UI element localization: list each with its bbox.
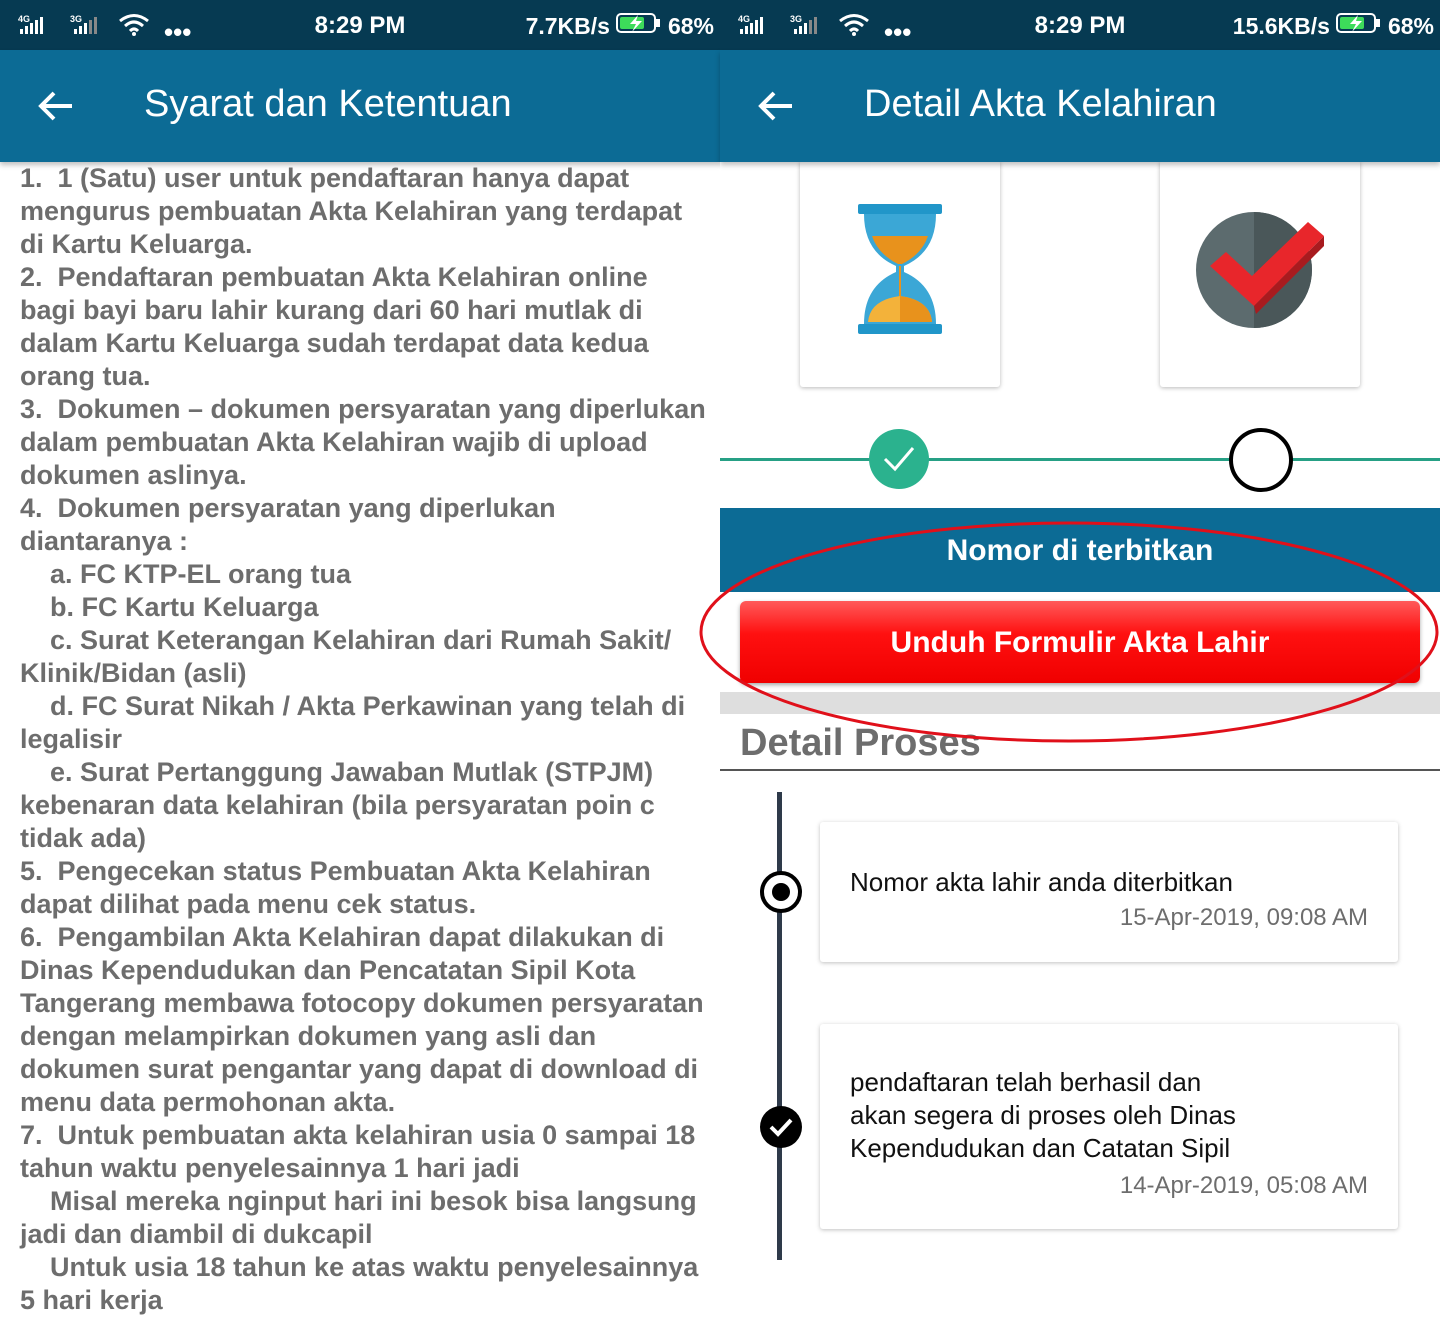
- process-timestamp: 14-Apr-2019, 05:08 AM: [1119, 1172, 1368, 1199]
- terms-subitem: d. FC Surat Nikah / Akta Perkawinan yang telah di legalisir: [20, 691, 693, 754]
- process-timestamp: 15-Apr-2019, 09:08 AM: [1119, 904, 1368, 931]
- more-dots-icon: •••: [884, 17, 912, 47]
- terms-note: Untuk usia 18 tahun ke atas waktu penyelesainnya 5 hari kerja: [20, 1252, 706, 1315]
- terms-item: 4. Dokumen persyaratan yang diperlukan diantaranya :: [20, 493, 564, 556]
- process-message: pendaftaran telah berhasil dan akan segera di proses oleh Dinas Kependudukan dan Catatan Sipil: [850, 1067, 1236, 1163]
- status-banner: Nomor di terbitkan: [720, 508, 1440, 592]
- terms-screen: [0, 0, 720, 1315]
- svg-text:4G: 4G: [738, 14, 751, 24]
- terms-subitem: e. Surat Pertanggung Jawaban Mutlak (STPJM) kebenaran data kelahiran (bila persyaratan poin c tidak ada): [20, 757, 663, 853]
- terms-item: 7. Untuk pembuatan akta kelahiran usia 0 sampai 18 tahun waktu penyelesainnya 1 hari jadi: [20, 1120, 703, 1183]
- status-bar: [0, 0, 720, 50]
- terms-item: 1. 1 (Satu) user untuk pendaftaran hanya dapat mengurus pembuatan Akta Kelahiran yang terdapat di Kartu Keluarga.: [20, 163, 690, 259]
- terms-item: 3. Dokumen – dokumen persyaratan yang diperlukan dalam pembuatan Akta Kelahiran wajib di upload dokumen aslinya.: [20, 394, 714, 490]
- app-bar: [720, 50, 1440, 162]
- timeline-line: [777, 792, 782, 1260]
- svg-text:3G: 3G: [790, 14, 803, 24]
- more-dots-icon: •••: [164, 17, 192, 47]
- terms-subitem: a. FC KTP-EL orang tua: [20, 559, 352, 589]
- network-speed: 15.6KB/s: [1232, 12, 1330, 39]
- terms-subitem: c. Surat Keterangan Kelahiran dari Rumah Sakit/ Klinik/Bidan (asli): [20, 625, 679, 688]
- step-card-processing: [800, 160, 1000, 387]
- status-bar: [720, 0, 1440, 50]
- network-speed: 7.7KB/s: [525, 12, 610, 39]
- battery-charging-icon: [616, 12, 662, 40]
- stepper-line: [720, 458, 1440, 461]
- terms-item: 2. Pendaftaran pembuatan Akta Kelahiran online bagi bayi baru lahir kurang dari 60 hari mutlak di dalam Kartu Keluarga sudah terdapat data kedua orang tua.: [20, 262, 657, 391]
- checkmark-badge-icon: [1196, 206, 1328, 335]
- process-message: Nomor akta lahir anda diterbitkan: [850, 867, 1233, 897]
- process-card: [820, 822, 1398, 962]
- check-icon: [760, 1106, 802, 1148]
- terms-item: 5. Pengecekan status Pembuatan Akta Kelahiran dapat dilihat pada menu cek status.: [20, 856, 659, 919]
- check-icon: [883, 445, 915, 478]
- section-title: Detail Proses: [740, 722, 981, 764]
- clock: 8:29 PM: [314, 12, 406, 39]
- step-complete-indicator: [869, 429, 929, 489]
- page-title: Detail Akta Kelahiran: [864, 83, 1217, 125]
- app-bar: [0, 50, 720, 162]
- divider: [720, 769, 1440, 771]
- terms-note: Misal mereka nginput hari ini besok bisa langsung jadi dan diambil di dukcapil: [20, 1186, 705, 1249]
- back-arrow-icon[interactable]: [36, 86, 76, 126]
- battery-percent: 68%: [1387, 12, 1434, 39]
- step-card-issued: [1160, 160, 1360, 387]
- back-arrow-icon[interactable]: [756, 86, 796, 126]
- section-divider: [720, 692, 1440, 714]
- battery-percent: 68%: [667, 12, 714, 39]
- svg-text:3G: 3G: [70, 14, 83, 24]
- battery-charging-icon: [1336, 12, 1382, 40]
- step-pending-indicator: [1229, 428, 1293, 492]
- svg-text:4G: 4G: [18, 14, 31, 24]
- download-form-button[interactable]: Unduh Formulir Akta Lahir: [740, 601, 1420, 683]
- hourglass-icon: [858, 204, 942, 339]
- detail-screen: [720, 0, 1440, 1280]
- timeline-current-icon: [760, 871, 802, 913]
- terms-subitem: b. FC Kartu Keluarga: [20, 592, 319, 622]
- terms-item: 6. Pengambilan Akta Kelahiran dapat dilakukan di Dinas Kependudukan dan Pencatatan Sipil Kota Tangerang membawa fotocopy dokumen persyaratan dengan melampirkan dokumen yang asli dan dokumen surat pengantar yang dapat di download di menu data permohonan akta.: [20, 922, 712, 1117]
- terms-text: [20, 162, 714, 1317]
- clock: 8:29 PM: [1034, 12, 1126, 39]
- page-title: Syarat dan Ketentuan: [144, 83, 512, 125]
- process-card: [820, 1024, 1398, 1229]
- timeline-done-icon: [760, 1106, 802, 1148]
